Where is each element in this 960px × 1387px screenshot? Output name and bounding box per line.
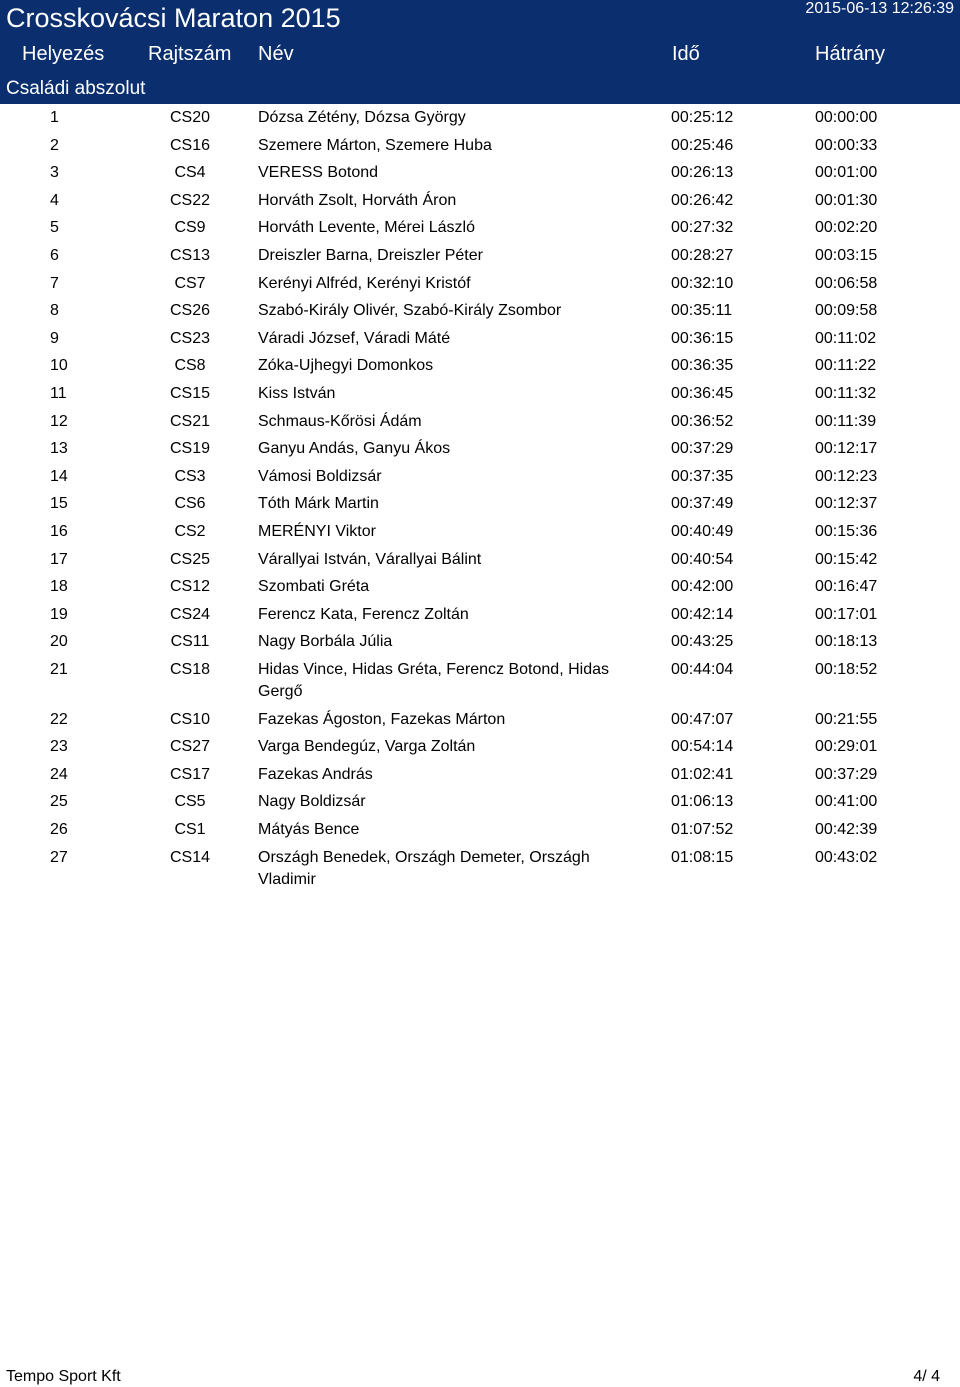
row-gap: 00:00:00 <box>815 109 878 126</box>
row-gap: 00:03:15 <box>815 246 878 264</box>
row-position: 16 <box>50 522 68 540</box>
row-bib: CS23 <box>169 329 211 347</box>
row-gap: 00:18:13 <box>815 633 878 651</box>
table-row <box>0 466 960 494</box>
table-row <box>0 764 960 792</box>
table-row <box>0 328 960 356</box>
row-position: 1 <box>50 109 59 126</box>
row-gap: 00:12:17 <box>815 440 878 458</box>
row-time: 00:36:35 <box>671 357 734 375</box>
row-bib: CS3 <box>174 467 206 485</box>
row-gap: 00:11:39 <box>815 412 877 430</box>
row-time: 00:40:49 <box>671 522 734 540</box>
row-bib: CS19 <box>169 440 211 458</box>
row-position: 15 <box>50 495 68 513</box>
row-bib: CS21 <box>169 412 211 430</box>
table-row <box>0 162 960 190</box>
row-bib: CS12 <box>169 578 211 596</box>
row-position: 8 <box>50 302 59 320</box>
column-header-time: Idő <box>672 43 700 65</box>
row-time: 01:06:13 <box>671 793 734 811</box>
row-bib: CS16 <box>169 136 211 154</box>
row-name: Fazekas András <box>258 765 373 783</box>
row-gap: 00:43:02 <box>815 848 878 866</box>
row-bib: CS17 <box>169 765 211 783</box>
table-row <box>0 355 960 383</box>
row-name: Schmaus-Kőrösi Ádám <box>258 412 422 430</box>
row-gap: 00:16:47 <box>815 578 878 596</box>
row-time: 00:47:07 <box>671 710 734 728</box>
row-bib: CS5 <box>174 793 206 811</box>
row-time: 00:37:35 <box>671 467 734 485</box>
row-position: 24 <box>50 765 68 783</box>
row-time: 00:42:00 <box>671 578 734 596</box>
row-position: 5 <box>50 219 59 237</box>
row-gap: 00:42:39 <box>815 820 878 838</box>
row-name: Vámosi Boldizsár <box>258 467 382 485</box>
row-bib: CS26 <box>169 302 211 320</box>
table-row <box>0 273 960 301</box>
header-band <box>0 0 960 104</box>
table-row <box>0 819 960 847</box>
row-position: 6 <box>50 246 59 264</box>
results-table <box>0 107 960 896</box>
row-bib: CS1 <box>174 820 206 838</box>
column-header-position: Helyezés <box>22 43 105 65</box>
row-name: Országh Benedek, Országh Demeter, Országh Vladimir <box>258 848 590 888</box>
row-gap: 00:12:23 <box>815 467 878 485</box>
row-time: 00:25:46 <box>671 136 734 154</box>
row-position: 3 <box>50 164 59 182</box>
row-time: 01:02:41 <box>671 765 734 783</box>
row-position: 22 <box>50 710 68 728</box>
row-gap: 00:01:30 <box>815 191 878 209</box>
row-name: Dózsa Zétény, Dózsa György <box>258 109 466 126</box>
row-gap: 00:21:55 <box>815 710 878 728</box>
table-row <box>0 217 960 245</box>
row-name: VERESS Botond <box>258 164 379 182</box>
row-time: 00:26:13 <box>671 164 734 182</box>
row-gap: 00:15:42 <box>815 550 878 568</box>
row-position: 21 <box>50 660 68 678</box>
row-time: 00:54:14 <box>671 738 734 756</box>
row-position: 25 <box>50 793 68 811</box>
row-gap: 00:00:33 <box>815 136 878 154</box>
table-row <box>0 847 960 897</box>
table-row <box>0 549 960 577</box>
table-row <box>0 438 960 466</box>
row-position: 23 <box>50 738 68 756</box>
row-bib: CS7 <box>174 274 206 292</box>
row-time: 00:36:45 <box>671 384 734 402</box>
row-gap: 00:41:00 <box>815 793 878 811</box>
footer-page-number: 4/ 4 <box>913 1368 940 1385</box>
row-position: 17 <box>50 550 68 568</box>
row-position: 19 <box>50 605 68 623</box>
row-name: Horváth Zsolt, Horváth Áron <box>258 191 457 209</box>
row-bib: CS6 <box>174 495 206 513</box>
row-position: 13 <box>50 440 68 458</box>
column-header-bib: Rajtszám <box>148 43 232 65</box>
row-time: 00:32:10 <box>671 274 734 292</box>
row-time: 00:37:49 <box>671 495 734 513</box>
row-position: 9 <box>50 329 59 347</box>
table-row <box>0 300 960 328</box>
row-name: Várallyai István, Várallyai Bálint <box>258 550 482 568</box>
row-gap: 00:11:32 <box>815 384 877 402</box>
row-name: Varga Bendegúz, Varga Zoltán <box>258 738 476 756</box>
row-gap: 00:29:01 <box>815 738 878 756</box>
row-position: 12 <box>50 412 68 430</box>
row-time: 00:26:42 <box>671 191 734 209</box>
table-row <box>0 631 960 659</box>
row-position: 18 <box>50 578 68 596</box>
page-title: Crosskovácsi Maraton 2015 <box>6 3 341 33</box>
row-name: Szombati Gréta <box>258 578 370 596</box>
row-time: 01:08:15 <box>671 848 734 866</box>
category-title: Családi abszolut <box>6 78 146 99</box>
row-gap: 00:01:00 <box>815 164 878 182</box>
row-bib: CS25 <box>169 550 211 568</box>
row-position: 27 <box>50 848 68 866</box>
row-name: Tóth Márk Martin <box>258 495 379 513</box>
row-time: 00:43:25 <box>671 633 734 651</box>
row-bib: CS20 <box>169 109 211 126</box>
timestamp: 2015-06-13 12:26:39 <box>805 0 954 17</box>
row-time: 00:40:54 <box>671 550 734 568</box>
table-row <box>0 245 960 273</box>
row-position: 20 <box>50 633 68 651</box>
row-time: 00:35:11 <box>671 302 733 320</box>
row-bib: CS8 <box>174 357 206 375</box>
table-row <box>0 190 960 218</box>
table-row <box>0 521 960 549</box>
row-gap: 00:09:58 <box>815 302 878 320</box>
row-name: Szemere Márton, Szemere Huba <box>258 136 492 154</box>
row-bib: CS24 <box>169 605 211 623</box>
row-position: 11 <box>50 384 67 402</box>
table-row <box>0 736 960 764</box>
row-name: Kiss István <box>258 384 336 402</box>
row-bib: CS4 <box>174 164 206 182</box>
row-time: 00:25:12 <box>671 109 734 126</box>
row-time: 00:27:32 <box>671 219 734 237</box>
row-bib: CS10 <box>169 710 211 728</box>
row-name: Zóka-Ujhegyi Domonkos <box>258 357 434 375</box>
table-row <box>0 659 960 709</box>
row-name: Mátyás Bence <box>258 820 360 838</box>
row-name: Dreiszler Barna, Dreiszler Péter <box>258 246 483 264</box>
row-position: 7 <box>50 274 59 292</box>
row-name: Szabó-Király Olivér, Szabó-Király Zsombor <box>258 302 562 320</box>
table-row <box>0 411 960 439</box>
table-row <box>0 604 960 632</box>
footer-company: Tempo Sport Kft <box>6 1368 121 1385</box>
row-name: Ferencz Kata, Ferencz Zoltán <box>258 605 469 623</box>
row-position: 26 <box>50 820 68 838</box>
table-row <box>0 576 960 604</box>
row-name: Kerényi Alfréd, Kerényi Kristóf <box>258 274 471 292</box>
row-name: Váradi József, Váradi Máté <box>258 329 451 347</box>
row-name: Hidas Vince, Hidas Gréta, Ferencz Botond, Hidas Gergő <box>258 660 609 700</box>
column-header-name: Név <box>258 43 294 65</box>
row-position: 2 <box>50 136 59 154</box>
row-gap: 00:02:20 <box>815 219 878 237</box>
row-bib: CS14 <box>169 848 211 866</box>
table-row <box>0 135 960 163</box>
row-name: Nagy Boldizsár <box>258 793 366 811</box>
table-row <box>0 791 960 819</box>
row-gap: 00:11:22 <box>815 357 877 375</box>
row-gap: 00:11:02 <box>815 329 877 347</box>
table-row <box>0 107 960 135</box>
row-gap: 00:17:01 <box>815 605 878 623</box>
row-gap: 00:15:36 <box>815 522 878 540</box>
table-row <box>0 709 960 737</box>
row-bib: CS15 <box>169 384 211 402</box>
table-row <box>0 383 960 411</box>
row-bib: CS9 <box>174 219 206 237</box>
row-bib: CS11 <box>170 633 210 651</box>
row-bib: CS22 <box>169 191 211 209</box>
table-row <box>0 493 960 521</box>
row-gap: 00:06:58 <box>815 274 878 292</box>
row-name: MERÉNYI Viktor <box>258 522 376 540</box>
row-name: Nagy Borbála Júlia <box>258 633 393 651</box>
row-position: 10 <box>50 357 68 375</box>
row-name: Horváth Levente, Mérei László <box>258 219 475 237</box>
row-time: 00:36:52 <box>671 412 734 430</box>
row-gap: 00:12:37 <box>815 495 878 513</box>
row-time: 00:42:14 <box>671 605 734 623</box>
row-name: Fazekas Ágoston, Fazekas Márton <box>258 710 506 728</box>
row-position: 4 <box>50 191 59 209</box>
row-position: 14 <box>50 467 68 485</box>
row-time: 00:28:27 <box>671 246 734 264</box>
row-gap: 00:37:29 <box>815 765 878 783</box>
row-bib: CS18 <box>169 660 211 678</box>
row-time: 00:37:29 <box>671 440 734 458</box>
row-bib: CS13 <box>169 246 211 264</box>
row-gap: 00:18:52 <box>815 660 878 678</box>
column-header-gap: Hátrány <box>815 43 886 65</box>
row-name: Ganyu Andás, Ganyu Ákos <box>258 440 451 458</box>
row-time: 00:36:15 <box>671 329 734 347</box>
row-bib: CS27 <box>169 738 211 756</box>
row-time: 00:44:04 <box>671 660 734 678</box>
row-time: 01:07:52 <box>671 820 734 838</box>
row-bib: CS2 <box>174 522 206 540</box>
